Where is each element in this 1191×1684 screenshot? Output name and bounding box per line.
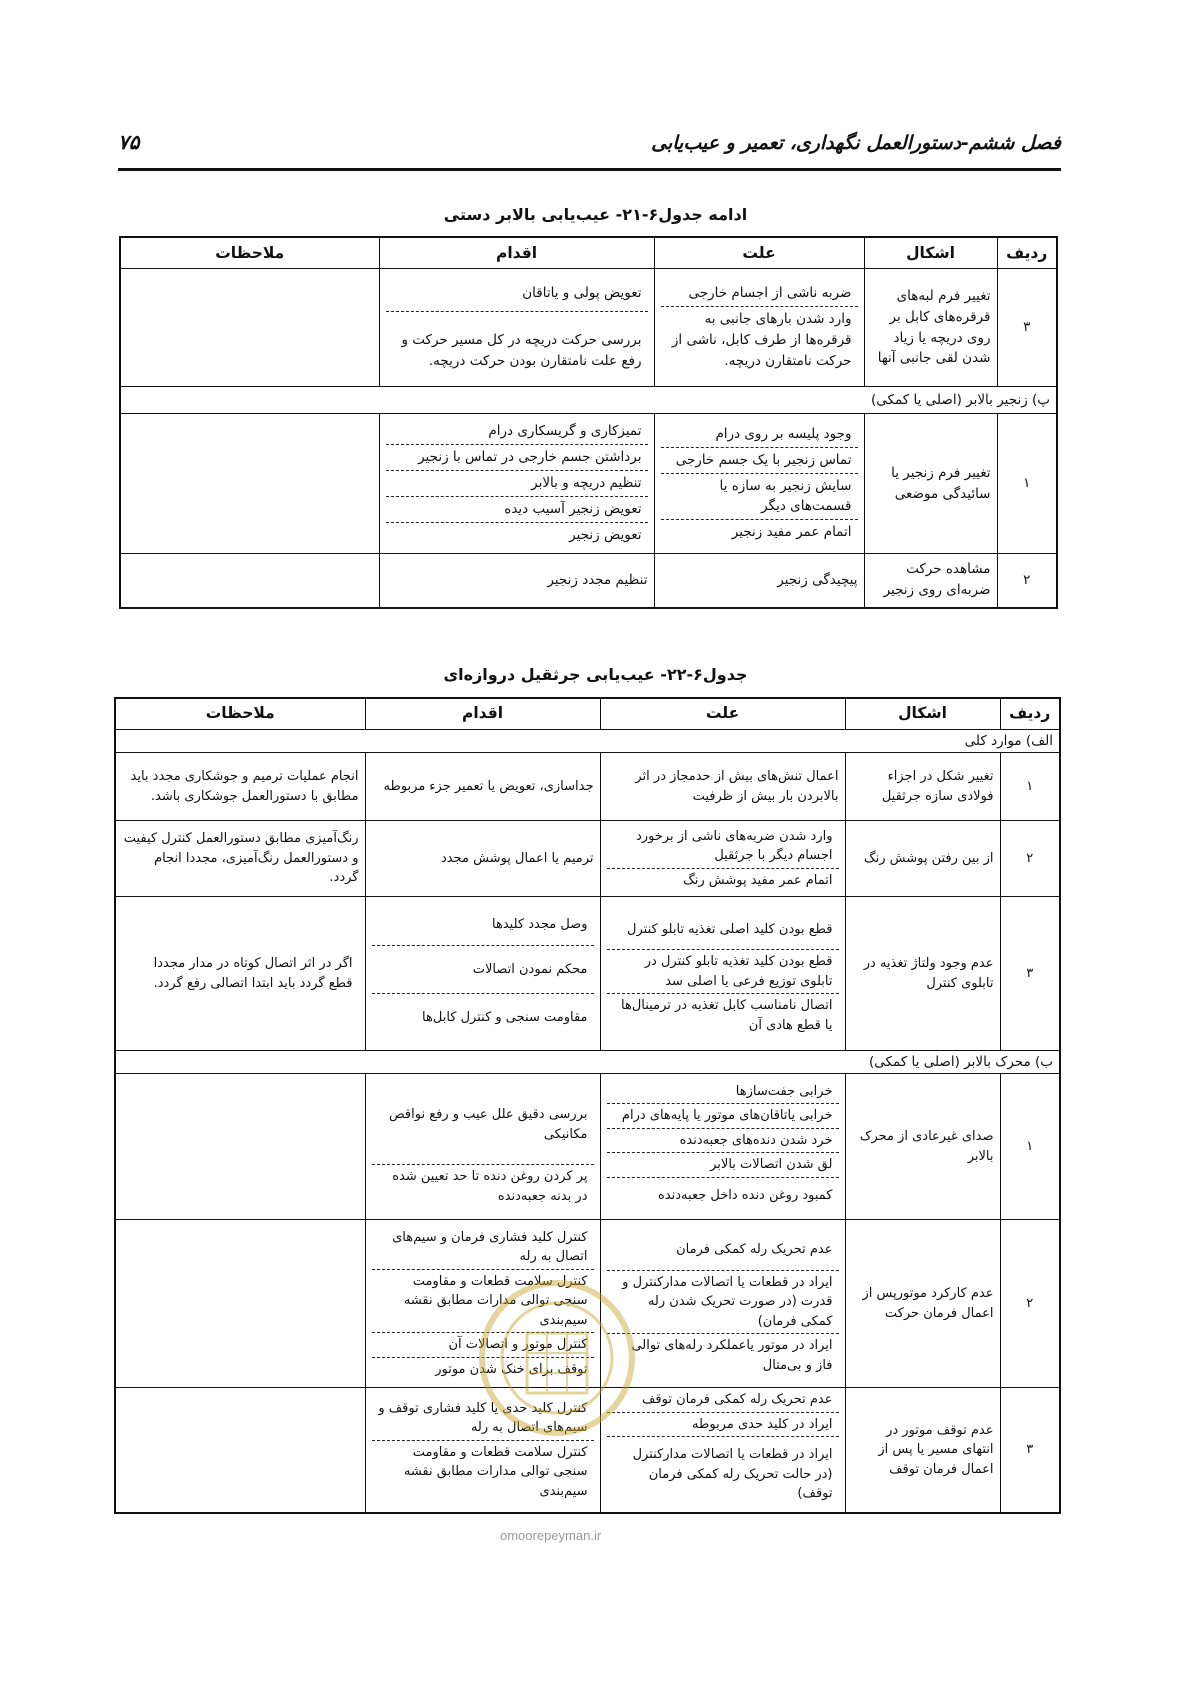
problem-cell: عدم کارکرد موتورپس از اعمال فرمان حرکت (845, 1220, 1000, 1388)
header-notes: ملاحظات (120, 237, 379, 269)
action-item: کنترل سلامت قطعات و مقاومت سنجی توالی مدارات مطابق نقشه سیم‌بندی (372, 1270, 594, 1334)
cause-item: خرابی یاتاقان‌های موتور یا پایه‌های درام (607, 1104, 839, 1129)
cause-item: خرد شدن دنده‌های جعبه‌دنده (607, 1129, 839, 1154)
header-row: ردیف (1000, 698, 1060, 730)
action-item: تمیزکاری و گریسکاری درام (386, 419, 648, 445)
notes-cell: انجام عملیات ترمیم و جوشکاری مجدد باید مطابق با دستورالعمل جوشکاری باشد. (115, 753, 365, 821)
action-item: کنترل سلامت قطعات و مقاومت سنجی توالی مدارات مطابق نقشه سیم‌بندی (403, 1444, 588, 1499)
table-row (120, 414, 1057, 554)
action-cell (379, 414, 654, 554)
notes-cell: رنگ‌آمیزی مطابق دستورالعمل کنترل کیفیت و دستورالعمل رنگ‌آمیزی، مجددا انجام گردد. (115, 821, 365, 897)
cause-item: ضربه ناشی از اجسام خارجی (661, 281, 858, 307)
table-row (115, 753, 1060, 821)
cause-item: ایراد در موتور یاعملکرد رله‌های توالی فاز و بی‌متال (631, 1338, 833, 1373)
cause-item: اتصال نامناسب کابل تغذیه در ترمینال‌ها یا قطع هادی آن (621, 998, 833, 1033)
cause-item: اتمام عمر مفید پوشش رنگ (683, 872, 833, 888)
cause-cell (600, 897, 845, 1051)
problem-cell: تغییر شکل در اجزاء فولادی سازه جرثقیل (845, 753, 1000, 821)
section-heading: الف) موارد کلی (115, 730, 1060, 753)
table-header-row (115, 698, 1060, 730)
page-number: ۷۵ (118, 130, 140, 154)
table-row (120, 269, 1057, 387)
cause-item: وارد شدن ضربه‌های ناشی از برخورد اجسام دیگر با جرثقیل (607, 825, 839, 869)
notes-cell (120, 414, 379, 554)
action-item: محکم نمودن اتصالات (372, 946, 594, 995)
cause-item: لق شدن اتصالات بالابر (607, 1153, 839, 1178)
action-cell (379, 269, 654, 387)
action-cell (365, 897, 600, 1051)
cause-item: وجود پلیسه بر روی درام (661, 422, 858, 448)
notes-item: اگر در اثر اتصال کوتاه در مدار مجددا قطع گردد باید ابتدا اتصالی رفع گردد. (153, 956, 353, 991)
table-row (115, 821, 1060, 897)
table2-caption: جدول۶-۲۲- عیب‌یابی جرثقیل دروازه‌ای (443, 665, 748, 684)
action-item: توقف برای خنک شدن موتور (435, 1361, 588, 1377)
cause-item: قطع بودن کلید اصلی تغذیه تابلو کنترل (607, 910, 839, 951)
action-cell: جداسازی، تعویض یا تعمیر جزء مربوطه (365, 753, 600, 821)
action-item: تعویض زنجیر (569, 526, 642, 543)
watermark-site: omoorepeyman.ir (500, 1528, 602, 1543)
header-problem: اشکال (864, 237, 997, 269)
row-number: ۱ (1000, 753, 1060, 821)
section-heading: ب) محرک بالابر (اصلی یا کمکی) (115, 1051, 1060, 1074)
notes-cell (115, 1388, 365, 1513)
action-cell (365, 1074, 600, 1220)
action-item: مقاومت سنجی و کنترل کابل‌ها (422, 1010, 588, 1026)
cause-item: تماس زنجیر با یک جسم خارجی (661, 448, 858, 474)
action-item: برداشتن جسم خارجی در تماس با زنجیر (386, 445, 648, 471)
cause-item: وارد شدن بارهای جانبی به قرقره‌ها از طرف کابل، ناشی از حرکت نامتقارن دریچه. (671, 311, 852, 369)
row-number: ۳ (1000, 1388, 1060, 1513)
watermark-logo (472, 1263, 642, 1463)
cause-item: کمبود روغن دنده داخل جعبه‌دنده (658, 1187, 833, 1203)
problem-cell: مشاهده حرکت ضربه‌ای روی زنجیر (864, 554, 997, 608)
problem-cell: عدم وجود ولتاژ تغذیه در تابلوی کنترل (845, 897, 1000, 1051)
notes-cell (120, 554, 379, 608)
problem-cell: از بین رفتن پوشش رنگ (845, 821, 1000, 897)
cause-item: عدم تحریک رله کمکی فرمان (607, 1230, 839, 1271)
action-item: تنظیم دریچه و بالابر (386, 471, 648, 497)
action-item: کنترل کلید فشاری فرمان و سیم‌های اتصال به رله (372, 1226, 594, 1270)
row-number: ۱ (1000, 1074, 1060, 1220)
action-item: تعویض زنجیر آسیب دیده (386, 497, 648, 523)
cause-cell (600, 1074, 845, 1220)
row-number: ۲ (1000, 1220, 1060, 1388)
section-heading: پ) زنجیر بالابر (اصلی یا کمکی) (120, 387, 1057, 414)
cause-item: ایراد در قطعات یا اتصالات مدارکنترل (در حالت تحریک رله کمکی فرمان توقف) (632, 1447, 833, 1501)
header-notes: ملاحظات (115, 698, 365, 730)
section-row (120, 387, 1057, 414)
action-item: تعویض پولی و یاتاقان (386, 281, 648, 312)
action-item: کنترل موتور و اتصالات آن (372, 1333, 594, 1358)
table-header-row (120, 237, 1057, 269)
problem-cell: تغییر فرم زنجیر یا سائیدگی موضعی (864, 414, 997, 554)
cause-item: سایش زنجیر به سازه یا قسمت‌های دیگر (661, 474, 858, 521)
table1-caption: ادامه جدول۶-۲۱- عیب‌یابی بالابر دستی (443, 205, 748, 224)
notes-cell (115, 1074, 365, 1220)
action-cell: تنظیم مجدد زنجیر (379, 554, 654, 608)
header-problem: اشکال (845, 698, 1000, 730)
table-row (120, 554, 1057, 608)
action-item: پر کردن روغن دنده تا حد تعیین شده در بدنه جعبه‌دنده (392, 1169, 588, 1204)
problem-cell: صدای غیرعادی از محرک بالابر (845, 1074, 1000, 1220)
cause-cell: پیچیدگی زنجیر (654, 554, 864, 608)
section-row (115, 730, 1060, 753)
section-row (115, 1051, 1060, 1074)
page-header (118, 128, 1061, 171)
cause-item: عدم تحریک رله کمکی فرمان توقف (607, 1388, 839, 1413)
table-row (115, 1074, 1060, 1220)
row-number: ۱ (997, 414, 1057, 554)
notes-cell (120, 269, 379, 387)
cause-item: اتمام عمر مفید زنجیر (731, 524, 852, 541)
header-row: ردیف (997, 237, 1057, 269)
action-item: بررسی حرکت دریچه در کل مسیر حرکت و رفع علت نامتقارن بودن حرکت دریچه. (401, 332, 642, 369)
row-number: ۳ (997, 269, 1057, 387)
problem-cell: عدم توقف موتور در انتهای مسیر یا پس از اعمال فرمان توقف (845, 1388, 1000, 1513)
cause-cell (654, 269, 864, 387)
row-number: ۲ (997, 554, 1057, 608)
chapter-title: فصل ششم-دستورالعمل نگهداری، تعمیر و عیب‌یابی (651, 132, 1061, 154)
cause-item: قطع بودن کلید تغذیه تابلو کنترل در تابلوی توزیع فرعی یا اصلی سد (607, 950, 839, 994)
cause-item: ایراد در قطعات یا اتصالات مدارکنترل و قدرت (در صورت تحریک شدن رله کمکی فرمان) (607, 1271, 839, 1335)
header-cause: علت (600, 698, 845, 730)
cause-cell: اعمال تنش‌های بیش از حدمجاز در اثر بالابردن بار بیش از ظرفیت (600, 753, 845, 821)
cause-cell (654, 414, 864, 554)
header-action: اقدام (365, 698, 600, 730)
cause-item: خرابی جفت‌سازها (607, 1080, 839, 1105)
table-row (115, 897, 1060, 1051)
row-number: ۲ (1000, 821, 1060, 897)
action-cell: ترمیم یا اعمال پوشش مجدد (365, 821, 600, 897)
cause-cell (600, 821, 845, 897)
notes-cell (115, 897, 365, 1051)
troubleshooting-table-1 (119, 236, 1058, 609)
header-action: اقدام (379, 237, 654, 269)
action-item: بررسی دقیق علل عیب و رفع نواقص مکانیکی (372, 1085, 594, 1165)
problem-cell: تغییر فرم لبه‌های قرقره‌های کابل بر روی دریچه یا زیاد شدن لقی جانبی آنها (864, 269, 997, 387)
action-item: کنترل کلید حدی یا کلید فشاری توقف و سیم‌های اتصال به رله (372, 1397, 594, 1441)
action-item: وصل مجدد کلیدها (372, 905, 594, 946)
notes-cell (115, 1220, 365, 1388)
cause-item: ایراد در کلید حدی مربوطه (607, 1413, 839, 1438)
header-cause: علت (654, 237, 864, 269)
row-number: ۳ (1000, 897, 1060, 1051)
